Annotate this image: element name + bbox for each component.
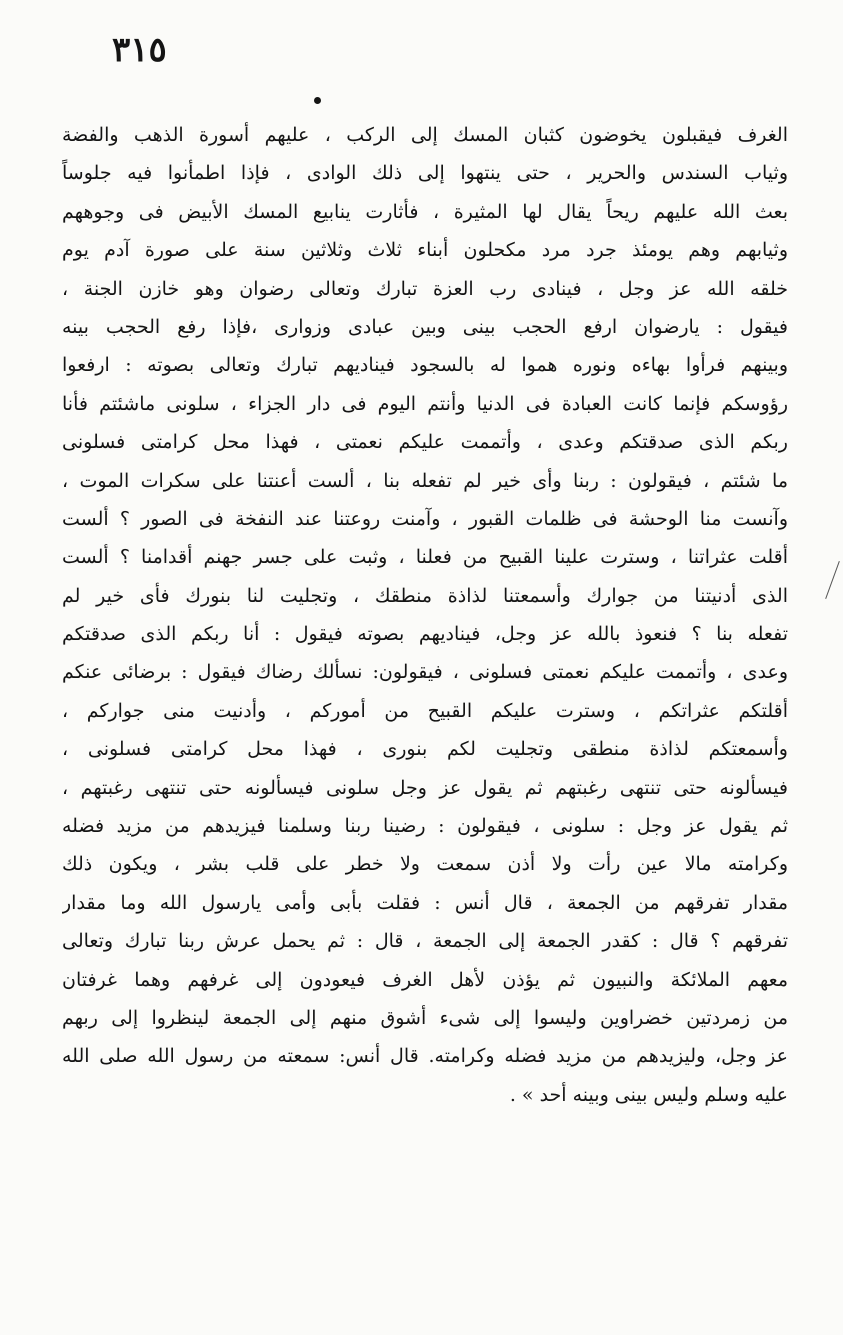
text-line-4: وثيابهم وهم يومئذ جرد مرد مكحلون أبناء ثلاث وثلاثين سنة على صورة آدم يوم	[62, 239, 788, 262]
text-line-15: وعدى ، وأتممت عليكم نعمتى فسلونى ، فيقولون: نسألك رضاك فيقول : برضائى عنكم	[62, 661, 788, 684]
text-line-25: عز وجل، وليزيدهم من مزيد فضله وكرامته. قال أنس: سمعته من رسول الله صلى الله	[62, 1045, 788, 1068]
body-text	[62, 116, 788, 1114]
text-line-20: وكرامته مالا عين رأت ولا أذن سمعت ولا خطر على قلب بشر ، ويكون ذلك	[62, 853, 788, 876]
text-line-12: أقلت عثراتنا ، وسترت علينا القبيح من فعلنا ، وثبت على جسر جهنم أقدامنا ؟ ألست	[62, 546, 788, 569]
header-dot	[314, 97, 321, 104]
text-line-26: عليه وسلم وليس بينى وبينه أحد » .	[509, 1083, 788, 1106]
text-line-16: أقلتكم عثراتكم ، وسترت عليكم القبيح من أموركم ، وأدنيت منى جواركم ،	[62, 699, 788, 722]
text-line-1: الغرف فيقبلون يخوضون كثبان المسك إلى الركب ، عليهم أسورة الذهب والفضة	[62, 124, 788, 146]
text-line-13: الذى أدنيتنا من جوارك وأسمعتنا لذاذة منطقك ، وتجليت لنا بنورك فأى خير لم	[62, 584, 788, 607]
text-line-8: رؤوسكم فإنما كانت العبادة فى الدنيا وأنتم اليوم فى دار الجزاء ، سلونى ماشئتم فأنا	[62, 392, 788, 415]
text-line-14: تفعله بنا ؟ فنعوذ بالله عز وجل، فيناديهم بصوته فيقول : أنا ربكم الذى صدقتكم	[62, 623, 788, 646]
page-number: ٣١٥	[112, 30, 167, 70]
text-line-10: ما شئتم ، فيقولون : ربنا وأى خير لم تفعله بنا ، ألست أعنتنا على سكرات الموت ،	[62, 469, 788, 492]
text-line-21: مقدار تفرقهم من الجمعة ، قال أنس : فقلت بأبى وأمى يارسول الله وما مقدار	[62, 891, 788, 914]
text-line-22: تفرقهم ؟ قال : كقدر الجمعة إلى الجمعة ، قال : ثم يحمل عرش ربنا تبارك وتعالى	[62, 930, 788, 953]
text-line-17: وأسمعتكم لذاذة منطقى وتجليت لكم بنورى ، فهذا محل كرامتى فسلونى ،	[62, 738, 788, 761]
text-line-7: وبينهم فرأوا بهاءه ونوره هموا له بالسجود فيناديهم تبارك وتعالى بصوته : ارفعوا	[62, 354, 788, 377]
text-line-9: ربكم الذى صدقتكم وعدى ، وأتممت عليكم نعمتى ، فهذا محل كرامتى فسلونى	[62, 431, 788, 454]
text-line-24: من زمردتين خضراوين وليسوا إلى شىء أشوق منهم إلى الجمعة لينظروا إلى ربهم	[62, 1006, 788, 1029]
text-line-11: وآنست منا الوحشة فى ظلمات القبور ، وآمنت روعتنا عند النفخة فى الصور ؟ ألست	[62, 507, 788, 530]
text-line-3: بعث الله عليهم ريحاً يقال لها المثيرة ، فأثارت ينابيع المسك الأبيض فى وجوههم	[62, 200, 788, 223]
text-line-6: فيقول : يارضوان ارفع الحجب بينى وبين عبادى وزوارى ،فإذا رفع الحجب بينه	[62, 315, 788, 338]
text-line-23: معهم الملائكة والنبيون ثم يؤذن لأهل الغرف فيعودون إلى غرفهم وهما غرفتان	[62, 968, 788, 991]
text-line-19: ثم يقول عز وجل : سلونى ، فيقولون : رضينا ربنا وسلمنا فيزيدهم من مزيد فضله	[62, 815, 788, 838]
text-line-5: خلقه الله عز وجل ، فينادى رب العزة تبارك وتعالى رضوان وهو خازن الجنة ،	[62, 277, 788, 300]
margin-mark	[825, 561, 840, 599]
text-line-2: وثياب السندس والحرير ، حتى ينتهوا إلى ذلك الوادى ، فإذا اطمأنوا فيه جلوساً	[62, 162, 788, 185]
text-line-18: فيسألونه حتى تنتهى رغبتهم ثم يقول عز وجل سلونى فيسألونه حتى تنتهى رغبتهم ،	[62, 776, 788, 799]
